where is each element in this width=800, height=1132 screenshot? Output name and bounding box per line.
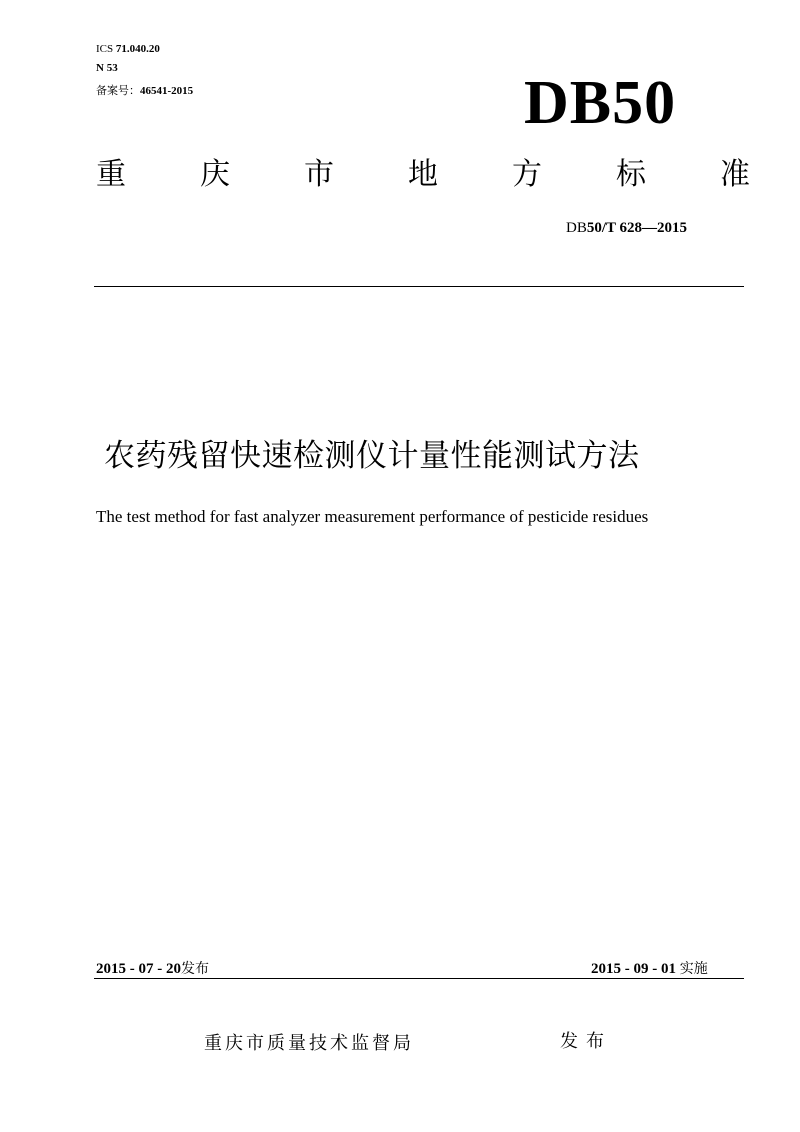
- db50-logo: DB50: [524, 69, 677, 137]
- record-number-line: [96, 83, 193, 99]
- standard-number-code: 50/T 628—2015: [586, 220, 687, 236]
- implementation-date: 2015 - 09 - 01: [591, 961, 676, 977]
- heading-char: 市: [304, 157, 334, 192]
- issue-date-line: [96, 958, 209, 980]
- issue-label: 发布: [181, 961, 209, 977]
- issuing-authority: 重庆市质量技术监督局: [204, 1033, 414, 1054]
- heading-char: 标: [616, 157, 646, 192]
- implementation-label: 实施: [679, 961, 708, 977]
- heading-char: 庆: [200, 157, 230, 192]
- document-title-chinese: 农药残留快速检测仪计量性能测试方法: [104, 438, 640, 474]
- standard-number-prefix: DB: [566, 220, 587, 236]
- standard-number: [566, 218, 687, 238]
- document-title-english: The test method for fast analyzer measurement performance of pesticide residues: [96, 507, 649, 526]
- record-label: 备案号：: [96, 84, 140, 97]
- header-divider: [94, 286, 744, 287]
- heading-char: 方: [512, 157, 542, 192]
- ics-line: [96, 41, 160, 57]
- ics-code: 71.040.20: [115, 43, 160, 55]
- issue-date: 2015 - 07 - 20: [96, 961, 181, 977]
- footer-divider: [94, 978, 744, 979]
- implementation-date-line: [591, 958, 708, 980]
- ics-label: ICS: [96, 43, 114, 55]
- heading-char: 地: [408, 157, 438, 192]
- standard-category-heading: [96, 152, 750, 198]
- heading-char: 准: [720, 157, 750, 192]
- classification-code-value: N 53: [96, 62, 118, 74]
- heading-char: 重: [96, 157, 126, 192]
- record-number: 46541-2015: [140, 85, 194, 97]
- classification-code: [96, 60, 118, 76]
- issue-word: 发布: [560, 1031, 612, 1052]
